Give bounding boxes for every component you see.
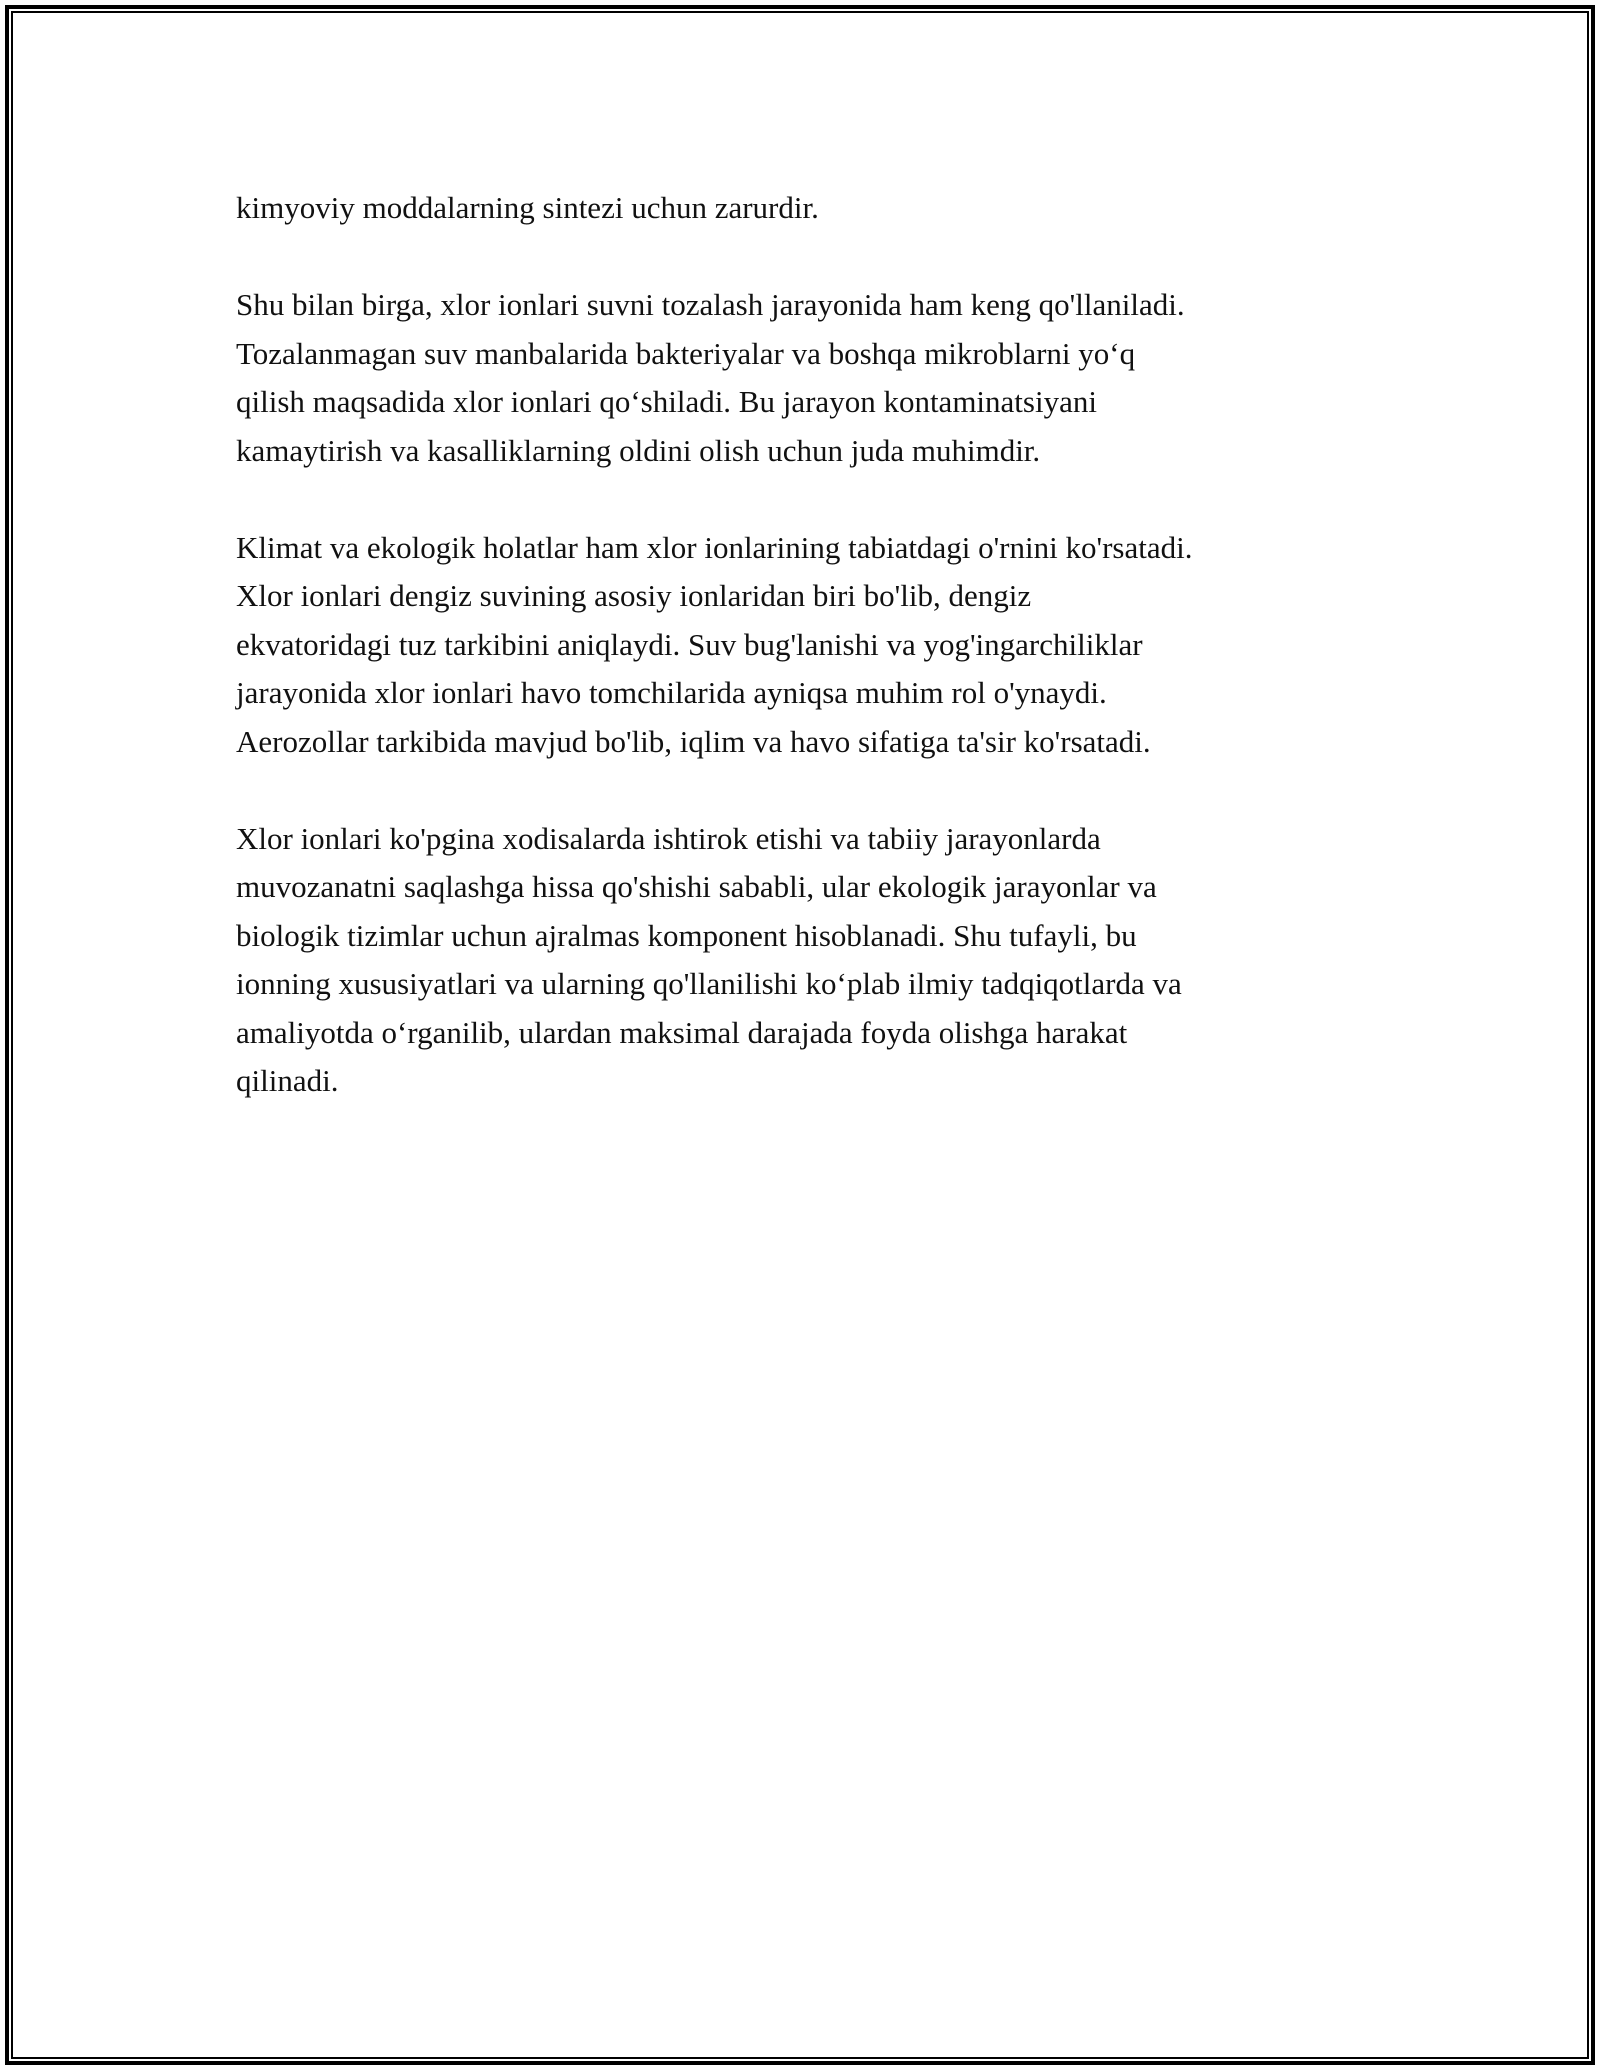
text-line: Aerozollar tarkibida mavjud bo'lib, iqlim va havo sifatiga ta'sir ko'rsatadi. bbox=[236, 723, 1151, 759]
document-body bbox=[236, 184, 1376, 1154]
text-line: jarayonida xlor ionlari havo tomchilarida ayniqsa muhim rol o'ynaydi. bbox=[236, 675, 1107, 710]
text-line: Klimat va ekologik holatlar ham xlor ionlarining tabiatdagi o'rnini ko'rsatadi. bbox=[236, 529, 1193, 565]
text-line: qilish maqsadida xlor ionlari qo‘shiladi. Bu jarayon kontaminatsiyani bbox=[236, 384, 1097, 419]
paragraph-4 bbox=[236, 815, 1376, 1106]
paragraph-3 bbox=[236, 524, 1376, 767]
text-line: qilinadi. bbox=[236, 1063, 339, 1098]
text-line: ekvatoridagi tuz tarkibini aniqlaydi. Suv bug'lanishi va yog'ingarchiliklar bbox=[236, 626, 1143, 662]
text-line: Shu bilan birga, xlor ionlari suvni tozalash jarayonida ham keng qo'llaniladi. bbox=[236, 287, 1185, 322]
text-line: kimyoviy moddalarning sintezi uchun zarurdir. bbox=[236, 190, 819, 225]
text-line: kamaytirish va kasalliklarning oldini olish uchun juda muhimdir. bbox=[236, 432, 1041, 468]
text-line: biologik tizimlar uchun ajralmas komponent hisoblanadi. Shu tufayli, bu bbox=[236, 917, 1137, 953]
text-line: Tozalanmagan suv manbalarida bakteriyalar va boshqa mikroblarni yo‘q bbox=[236, 335, 1136, 371]
text-line: ionning xususiyatlari va ularning qo'llanilishi ko‘plab ilmiy tadqiqotlarda va bbox=[236, 966, 1182, 1001]
text-line: Xlor ionlari dengiz suvining asosiy ionlaridan biri bo'lib, dengiz bbox=[236, 578, 1032, 613]
paragraph-2 bbox=[236, 281, 1376, 475]
text-line: amaliyotda o‘rganilib, ulardan maksimal darajada foyda olishga harakat bbox=[236, 1014, 1128, 1050]
text-line: muvozanatni saqlashga hissa qo'shishi sababli, ular ekologik jarayonlar va bbox=[236, 869, 1157, 904]
paragraph-1 bbox=[236, 184, 1376, 233]
text-line: Xlor ionlari ko'pgina xodisalarda ishtirok etishi va tabiiy jarayonlarda bbox=[236, 820, 1101, 856]
